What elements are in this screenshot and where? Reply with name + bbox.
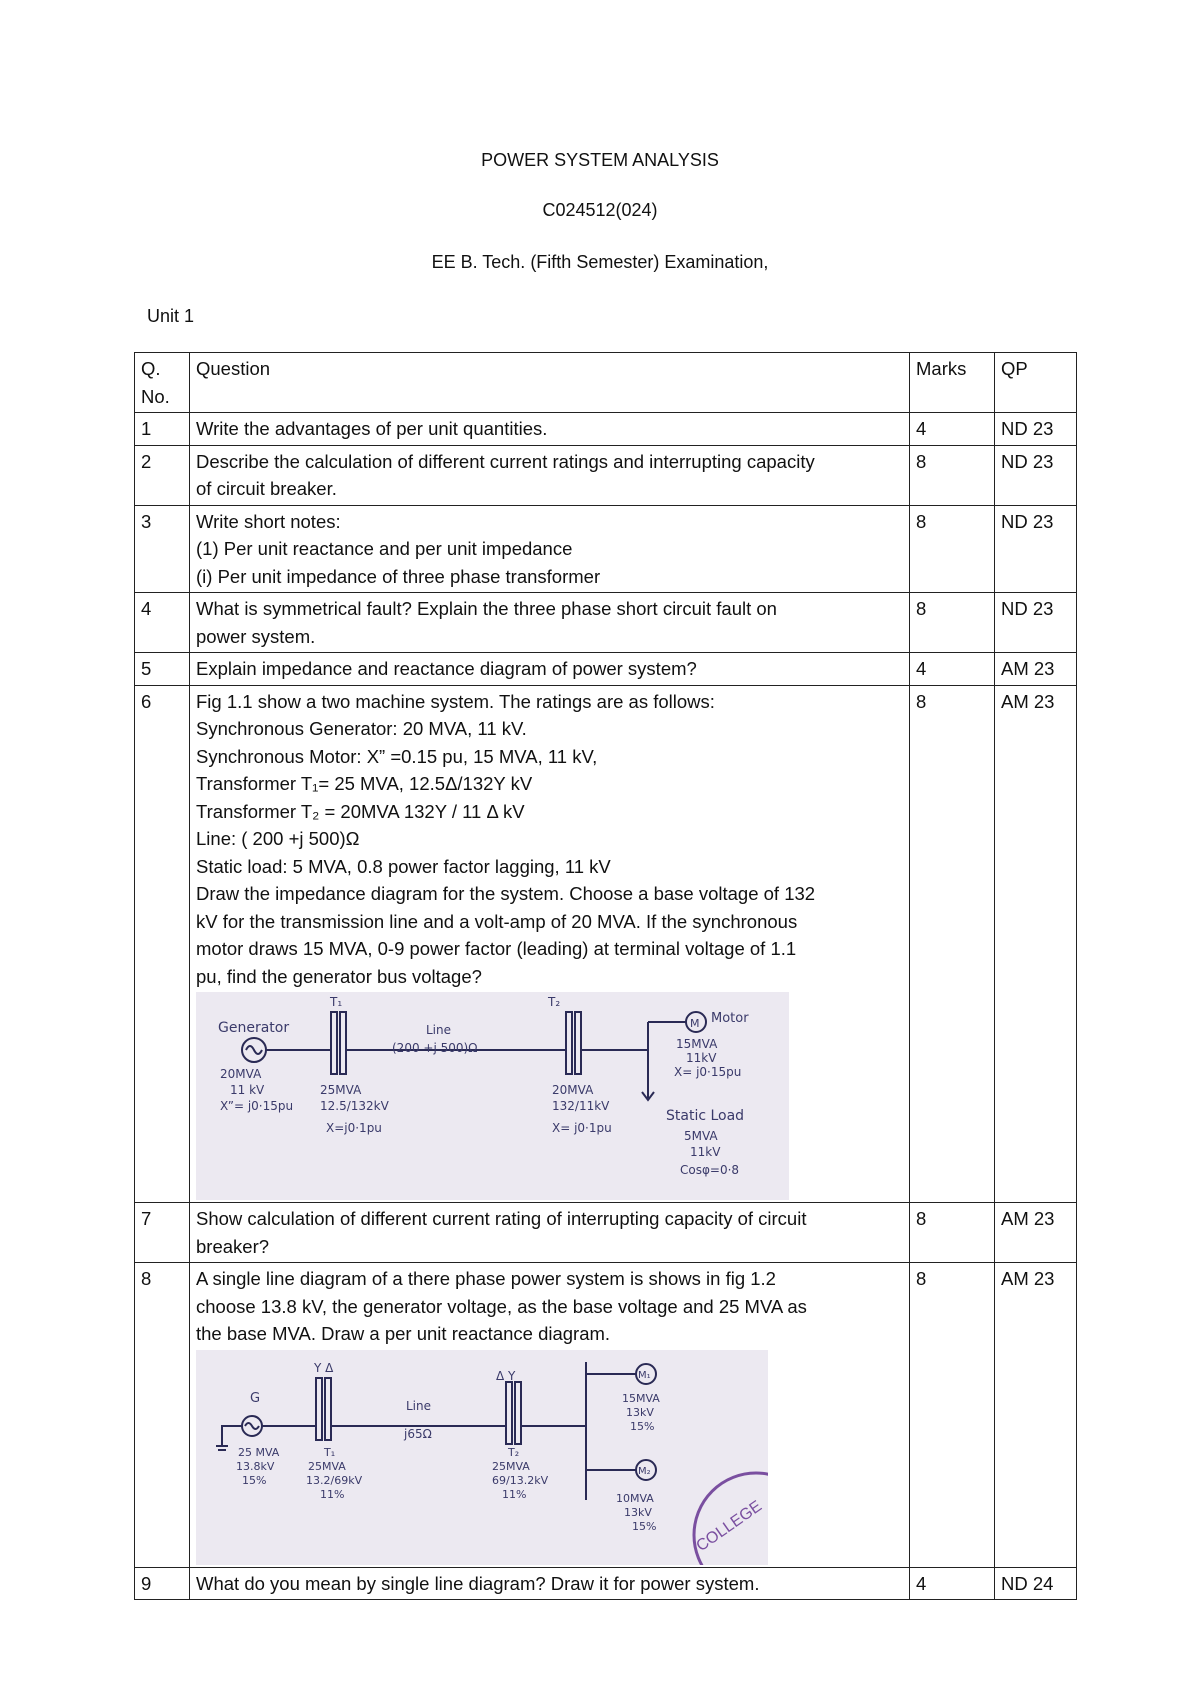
- svg-text:25MVA: 25MVA: [308, 1459, 346, 1473]
- question-text: [190, 1263, 910, 1568]
- col-header-no: Q. No.: [135, 353, 190, 413]
- question-qp: ND 23: [995, 445, 1077, 505]
- question-text: [190, 653, 910, 686]
- question-qp: ND 23: [995, 413, 1077, 446]
- svg-text:X= j0·15pu: X= j0·15pu: [674, 1065, 742, 1079]
- question-line: motor draws 15 MVA, 0-9 power factor (leading) at terminal voltage of 1.1: [196, 938, 797, 959]
- question-number: 4: [135, 593, 190, 653]
- svg-text:11kV: 11kV: [686, 1051, 717, 1065]
- question-marks: 4: [910, 653, 995, 686]
- svg-text:Δ Y: Δ Y: [496, 1368, 516, 1383]
- svg-text:11%: 11%: [320, 1487, 345, 1501]
- question-line: Synchronous Motor: X” =0.15 pu, 15 MVA, 11 kV,: [196, 745, 598, 767]
- question-line: Transformer T₂ = 20MVA 132Y / 11 Δ kV: [196, 800, 525, 822]
- question-number: 5: [135, 653, 190, 686]
- question-qp: AM 23: [995, 685, 1077, 1203]
- table-row: [135, 593, 1077, 653]
- t2-winding-icon: [566, 1012, 572, 1074]
- svg-text:T₂: T₂: [548, 995, 561, 1009]
- question-line: Line: ( 200 +j 500)Ω: [196, 828, 360, 849]
- question-line: power system.: [196, 625, 316, 647]
- svg-text:15%: 15%: [632, 1519, 657, 1533]
- svg-text:j65Ω: j65Ω: [404, 1426, 432, 1441]
- question-line: Transformer T₁= 25 MVA, 12.5Δ/132Y kV: [196, 773, 533, 794]
- svg-text:M: M: [690, 1017, 700, 1030]
- t2-winding-icon: [506, 1382, 512, 1444]
- svg-text:5MVA: 5MVA: [684, 1129, 718, 1143]
- svg-text:(200 +j 500)Ω: (200 +j 500)Ω: [392, 1041, 478, 1055]
- svg-text:12.5/132kV: 12.5/132kV: [320, 1099, 389, 1113]
- svg-text:13.2/69kV: 13.2/69kV: [306, 1473, 363, 1487]
- svg-text:25 MVA: 25 MVA: [238, 1445, 280, 1459]
- question-marks: 8: [910, 685, 995, 1203]
- col-header-marks: Marks: [910, 353, 995, 413]
- svg-text:15%: 15%: [630, 1419, 655, 1433]
- svg-text:15%: 15%: [242, 1473, 267, 1487]
- svg-text:11 kV: 11 kV: [230, 1083, 265, 1097]
- table-row: [135, 1263, 1077, 1568]
- question-qp: ND 24: [995, 1567, 1077, 1600]
- figure-1-2-single-line-diagram: [196, 1350, 768, 1565]
- svg-text:COLLEGE: COLLEGE: [693, 1497, 766, 1555]
- figure-1-1-two-machine-system: [196, 992, 789, 1200]
- svg-text:15MVA: 15MVA: [622, 1391, 660, 1405]
- question-line: (i) Per unit impedance of three phase transformer: [196, 565, 601, 587]
- question-line: What is symmetrical fault? Explain the three phase short circuit fault on: [196, 598, 777, 619]
- question-qp: ND 23: [995, 593, 1077, 653]
- question-text: [190, 593, 910, 653]
- question-line: Write short notes:: [196, 510, 341, 532]
- col-header-qp: QP: [995, 353, 1077, 413]
- question-qp: AM 23: [995, 653, 1077, 686]
- question-line: the base MVA. Draw a per unit reactance diagram.: [196, 1323, 611, 1344]
- svg-text:69/13.2kV: 69/13.2kV: [492, 1473, 549, 1487]
- svg-text:20MVA: 20MVA: [220, 1067, 262, 1081]
- question-line: Draw the impedance diagram for the system. Choose a base voltage of 132: [196, 883, 816, 904]
- table-row: [135, 653, 1077, 686]
- svg-text:T₂: T₂: [508, 1445, 520, 1459]
- svg-text:132/11kV: 132/11kV: [552, 1099, 610, 1113]
- question-number: 2: [135, 445, 190, 505]
- svg-text:Line: Line: [406, 1398, 432, 1413]
- svg-text:Cosφ=0·8: Cosφ=0·8: [680, 1163, 740, 1177]
- question-line: A single line diagram of a there phase power system is shows in fig 1.2: [196, 1268, 776, 1289]
- question-qp: AM 23: [995, 1203, 1077, 1263]
- question-text: [190, 413, 910, 446]
- question-number: 7: [135, 1203, 190, 1263]
- question-line: What do you mean by single line diagram? Draw it for power system.: [196, 1572, 760, 1594]
- question-text: [190, 685, 910, 1203]
- exam-name: EE B. Tech. (Fifth Semester) Examination,: [431, 252, 769, 272]
- question-line: breaker?: [196, 1235, 270, 1257]
- t1-winding-icon: [316, 1378, 322, 1440]
- svg-text:Line: Line: [426, 1023, 452, 1037]
- svg-text:25MVA: 25MVA: [320, 1083, 362, 1097]
- table-row: [135, 1203, 1077, 1263]
- question-number: 9: [135, 1567, 190, 1600]
- question-marks: 8: [910, 445, 995, 505]
- svg-text:11kV: 11kV: [690, 1145, 721, 1159]
- question-number: 8: [135, 1263, 190, 1568]
- question-line: Synchronous Generator: 20 MVA, 11 kV.: [196, 718, 527, 739]
- svg-text:15MVA: 15MVA: [676, 1037, 718, 1051]
- svg-text:G: G: [250, 1390, 261, 1406]
- question-number: 3: [135, 505, 190, 593]
- question-line: pu, find the generator bus voltage?: [196, 965, 482, 987]
- question-line: Static load: 5 MVA, 0.8 power factor lagging, 11 kV: [196, 855, 611, 877]
- question-marks: 8: [910, 1203, 995, 1263]
- question-line: Explain impedance and reactance diagram of power system?: [196, 658, 697, 679]
- table-row: [135, 445, 1077, 505]
- question-text: [190, 445, 910, 505]
- question-line: Fig 1.1 show a two machine system. The ratings are as follows:: [196, 690, 715, 712]
- svg-text:T₁: T₁: [324, 1445, 336, 1459]
- question-marks: 8: [910, 593, 995, 653]
- question-marks: 8: [910, 505, 995, 593]
- question-number: 1: [135, 413, 190, 446]
- question-qp: AM 23: [995, 1263, 1077, 1568]
- question-line: kV for the transmission line and a volt-amp of 20 MVA. If the synchronous: [196, 910, 798, 932]
- svg-text:20MVA: 20MVA: [552, 1083, 594, 1097]
- question-marks: 8: [910, 1263, 995, 1568]
- svg-text:Y Δ: Y Δ: [314, 1360, 334, 1375]
- svg-text:X= j0·1pu: X= j0·1pu: [552, 1121, 612, 1135]
- svg-text:X”= j0·15pu: X”= j0·15pu: [220, 1099, 294, 1113]
- question-text: [190, 1203, 910, 1263]
- svg-text:M₂: M₂: [638, 1465, 651, 1477]
- question-line: Show calculation of different current rating of interrupting capacity of circuit: [196, 1208, 807, 1229]
- question-text: [190, 1567, 910, 1600]
- question-marks: 4: [910, 413, 995, 446]
- document-title: POWER SYSTEM ANALYSIS: [481, 150, 719, 170]
- svg-text:11%: 11%: [502, 1487, 527, 1501]
- question-marks: 4: [910, 1567, 995, 1600]
- table-row: [135, 413, 1077, 446]
- svg-text:25MVA: 25MVA: [492, 1459, 530, 1473]
- svg-text:13.8kV: 13.8kV: [236, 1459, 275, 1473]
- svg-text:10MVA: 10MVA: [616, 1491, 654, 1505]
- question-number: 6: [135, 685, 190, 1203]
- t1-winding-icon: [331, 1012, 337, 1074]
- question-text: [190, 505, 910, 593]
- col-header-question: Question: [190, 353, 910, 413]
- unit-label: Unit 1: [147, 306, 195, 326]
- table-row: [135, 1567, 1077, 1600]
- table-header-row: [135, 353, 1077, 413]
- fig1-generator-label: Generator: [218, 1020, 290, 1036]
- question-line: (1) Per unit reactance and per unit impedance: [196, 538, 573, 559]
- question-line: choose 13.8 kV, the generator voltage, as the base voltage and 25 MVA as: [196, 1295, 807, 1317]
- svg-text:T₁: T₁: [330, 995, 343, 1009]
- svg-text:13kV: 13kV: [624, 1505, 652, 1519]
- question-line: Describe the calculation of different current ratings and interrupting capacity: [196, 450, 815, 472]
- table-row: [135, 505, 1077, 593]
- svg-text:Static Load: Static Load: [666, 1108, 745, 1124]
- question-qp: ND 23: [995, 505, 1077, 593]
- svg-text:13kV: 13kV: [626, 1405, 654, 1419]
- svg-text:X=j0·1pu: X=j0·1pu: [326, 1121, 382, 1135]
- svg-text:M₁: M₁: [638, 1369, 651, 1381]
- svg-text:Motor: Motor: [711, 1011, 749, 1026]
- question-line: of circuit breaker.: [196, 478, 337, 499]
- question-line: Write the advantages of per unit quantities.: [196, 418, 548, 439]
- table-row: [135, 685, 1077, 1203]
- question-table: [134, 352, 1077, 1600]
- course-code: C024512(024): [542, 200, 658, 220]
